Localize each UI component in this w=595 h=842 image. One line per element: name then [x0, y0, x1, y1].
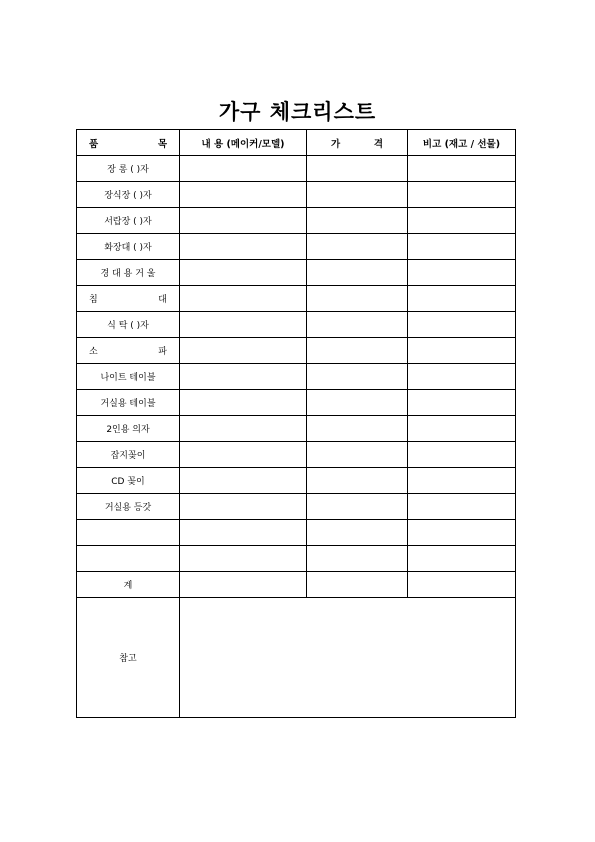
- price-cell[interactable]: [307, 260, 408, 286]
- item-cell: 거실용 테이블: [77, 390, 180, 416]
- content-cell[interactable]: [180, 234, 307, 260]
- table-row: [77, 494, 516, 520]
- remarks-cell[interactable]: [408, 494, 516, 520]
- item-cell: 거실용 등갓: [77, 494, 180, 520]
- remarks-cell[interactable]: [408, 260, 516, 286]
- table-row: [77, 416, 516, 442]
- content-cell[interactable]: [180, 208, 307, 234]
- item-cell: 서랍장 ( )자: [77, 208, 180, 234]
- item-cell-left: 소: [89, 347, 98, 357]
- table-row: [77, 312, 516, 338]
- header-remarks: 비고 (재고 / 선물): [408, 130, 516, 156]
- content-cell[interactable]: [180, 182, 307, 208]
- price-cell[interactable]: [307, 338, 408, 364]
- item-cell[interactable]: [77, 520, 180, 546]
- price-cell[interactable]: [307, 182, 408, 208]
- total-row: [77, 572, 516, 598]
- header-price: [307, 130, 408, 156]
- content-cell[interactable]: [180, 520, 307, 546]
- price-cell[interactable]: [307, 156, 408, 182]
- header-price-left: 가: [331, 138, 341, 150]
- table-row: [77, 390, 516, 416]
- item-cell[interactable]: [77, 546, 180, 572]
- remarks-cell[interactable]: [408, 156, 516, 182]
- remarks-cell[interactable]: [408, 286, 516, 312]
- remarks-cell[interactable]: [408, 546, 516, 572]
- content-cell[interactable]: [180, 494, 307, 520]
- remarks-cell[interactable]: [408, 312, 516, 338]
- price-cell[interactable]: [307, 520, 408, 546]
- total-content-cell[interactable]: [180, 572, 307, 598]
- content-cell[interactable]: [180, 390, 307, 416]
- note-row: [77, 598, 516, 718]
- item-cell: 장 롱 ( )자: [77, 156, 180, 182]
- content-cell[interactable]: [180, 260, 307, 286]
- table-row: [77, 182, 516, 208]
- price-cell[interactable]: [307, 442, 408, 468]
- item-cell: [77, 338, 180, 364]
- table-row: [77, 286, 516, 312]
- item-cell-right: 파: [158, 347, 167, 357]
- price-cell[interactable]: [307, 312, 408, 338]
- table-row: [77, 234, 516, 260]
- price-cell[interactable]: [307, 494, 408, 520]
- price-cell[interactable]: [307, 416, 408, 442]
- table-row: [77, 468, 516, 494]
- table-row: [77, 546, 516, 572]
- item-cell: 잡지꽂이: [77, 442, 180, 468]
- content-cell[interactable]: [180, 442, 307, 468]
- content-cell[interactable]: [180, 416, 307, 442]
- table-row: [77, 208, 516, 234]
- remarks-cell[interactable]: [408, 338, 516, 364]
- furniture-checklist-table: [76, 129, 516, 718]
- price-cell[interactable]: [307, 208, 408, 234]
- header-item-right: 목: [157, 138, 167, 150]
- price-cell[interactable]: [307, 286, 408, 312]
- remarks-cell[interactable]: [408, 520, 516, 546]
- item-cell: 화장대 ( )자: [77, 234, 180, 260]
- item-cell: 식 탁 ( )자: [77, 312, 180, 338]
- price-cell[interactable]: [307, 364, 408, 390]
- item-cell: CD 꽂이: [77, 468, 180, 494]
- page-title: 가구 체크리스트: [218, 100, 377, 124]
- item-cell: 장식장 ( )자: [77, 182, 180, 208]
- header-item: [77, 130, 180, 156]
- header-row: [77, 130, 516, 156]
- content-cell[interactable]: [180, 338, 307, 364]
- price-cell[interactable]: [307, 468, 408, 494]
- price-cell[interactable]: [307, 390, 408, 416]
- header-price-right: 격: [373, 138, 383, 150]
- total-label: 계: [77, 572, 180, 598]
- table-row: [77, 364, 516, 390]
- item-cell: 나이트 테이블: [77, 364, 180, 390]
- item-cell: 경 대 용 거 울: [77, 260, 180, 286]
- item-cell: 2인용 의자: [77, 416, 180, 442]
- remarks-cell[interactable]: [408, 416, 516, 442]
- table-row: [77, 260, 516, 286]
- remarks-cell[interactable]: [408, 364, 516, 390]
- content-cell[interactable]: [180, 312, 307, 338]
- content-cell[interactable]: [180, 546, 307, 572]
- remarks-cell[interactable]: [408, 468, 516, 494]
- note-label: 참고: [77, 598, 180, 718]
- remarks-cell[interactable]: [408, 390, 516, 416]
- header-content: 내 용 (메이커/모델): [180, 130, 307, 156]
- price-cell[interactable]: [307, 546, 408, 572]
- remarks-cell[interactable]: [408, 208, 516, 234]
- header-item-left: 품: [89, 138, 99, 150]
- content-cell[interactable]: [180, 468, 307, 494]
- content-cell[interactable]: [180, 156, 307, 182]
- item-cell-right: 대: [158, 295, 167, 305]
- table-row: [77, 338, 516, 364]
- total-remarks-cell[interactable]: [408, 572, 516, 598]
- table-row: [77, 520, 516, 546]
- note-content-cell[interactable]: [180, 598, 516, 718]
- remarks-cell[interactable]: [408, 442, 516, 468]
- table-row: [77, 156, 516, 182]
- price-cell[interactable]: [307, 234, 408, 260]
- item-cell: [77, 286, 180, 312]
- item-cell-left: 침: [89, 295, 98, 305]
- remarks-cell[interactable]: [408, 234, 516, 260]
- table-row: [77, 442, 516, 468]
- content-cell[interactable]: [180, 364, 307, 390]
- total-price-cell[interactable]: [307, 572, 408, 598]
- content-cell[interactable]: [180, 286, 307, 312]
- remarks-cell[interactable]: [408, 182, 516, 208]
